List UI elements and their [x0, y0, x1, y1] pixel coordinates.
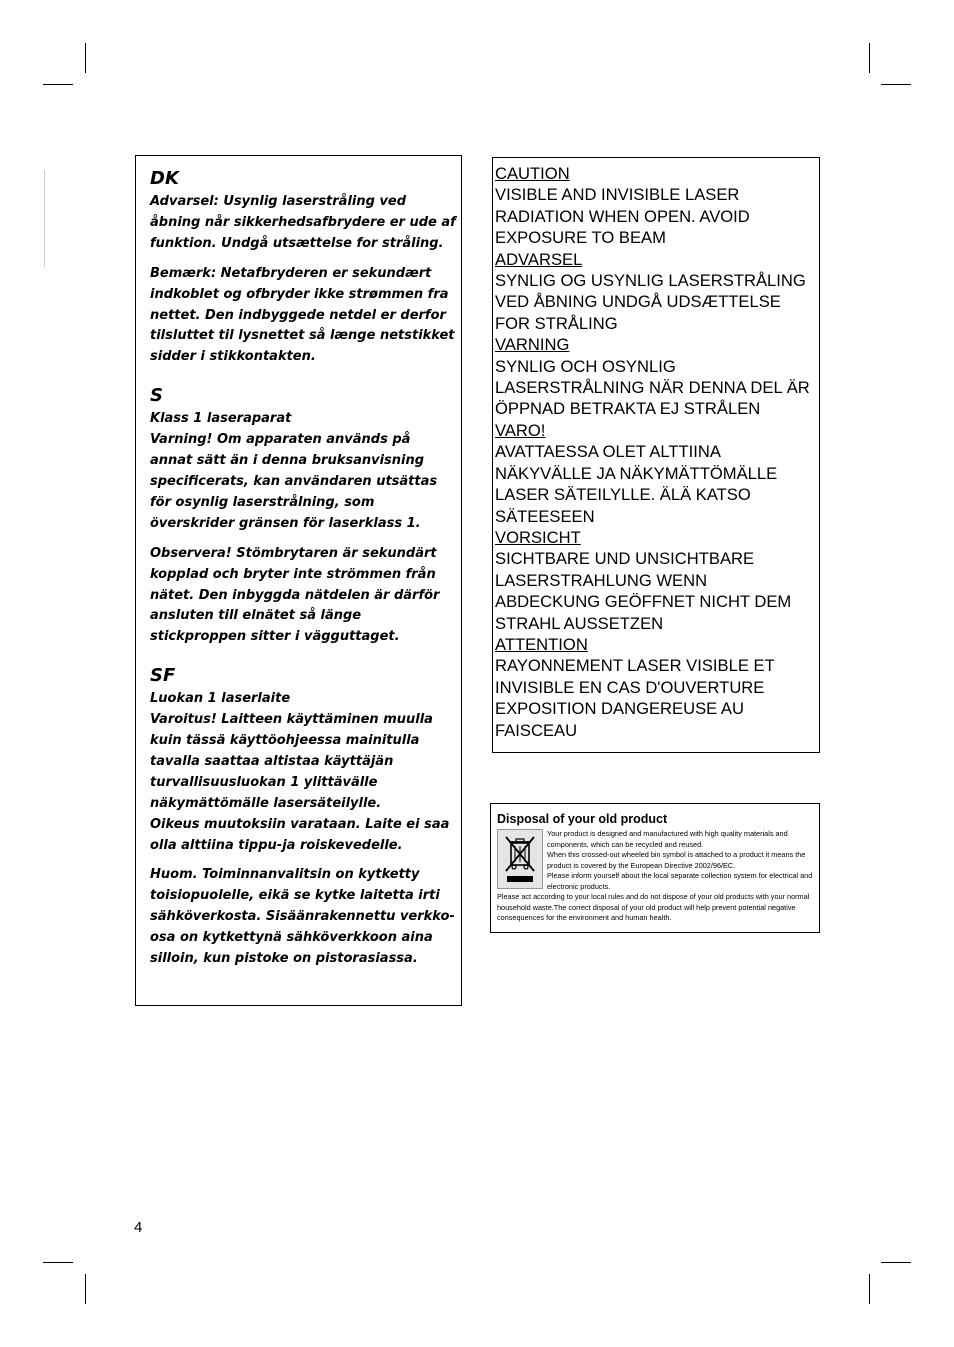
crop-mark	[881, 84, 911, 85]
crop-mark	[43, 84, 73, 85]
caution-heading: CAUTION	[495, 164, 570, 183]
dk-warning: Advarsel: Usynlig laserstråling ved åbning når sikkerhedsafbrydere er ude af funktion. Undgå utsættelse for stråling.	[150, 194, 456, 251]
attention-line: EXPOSITION DANGEREUSE AU	[495, 699, 744, 719]
varo-line: LASER SÄTEILYLLE. ÄLÄ KATSO	[495, 485, 751, 505]
dk-note: Bemærk: Netafbryderen er sekundært indkoblet og ofbryder ikke strømmen fra nettet. Den indbyggede netdel er derfor tilsluttet til lysnettet så længe netstikket sidder i stikkontakten.	[150, 265, 455, 365]
varo-heading: VARO!	[495, 420, 546, 440]
heading-s: S	[150, 385, 163, 407]
crop-mark	[85, 43, 86, 73]
disposal-title: Disposal of your old product	[497, 812, 668, 826]
sf-rights: Oikeus muutoksiin varataan. Laite ei saa olla alttiina tippu-ja roiskevedelle.	[150, 816, 450, 853]
attention-heading: ATTENTION	[495, 634, 588, 654]
vorsicht-line: LASERSTRAHLUNG WENN	[495, 570, 708, 590]
s-warning: Varning! Om apparaten används på annat sätt än i denna bruksanvisning specificerats, kan användaren utsättas för osynlig laserstrålning, som överskrider gränsen för laserklass 1.	[150, 432, 438, 531]
crop-mark	[881, 1262, 911, 1263]
vorsicht-heading: VORSICHT	[495, 527, 581, 547]
caution-line: EXPOSURE TO BEAM	[495, 228, 666, 248]
advarsel-line: FOR STRÅLING	[495, 313, 618, 333]
vorsicht-line: SICHTBARE UND UNSICHTBARE	[495, 549, 755, 569]
crop-mark	[869, 43, 870, 73]
sf-laser-class: Luokan 1 laserlaite	[150, 691, 291, 707]
attention-line: INVISIBLE EN CAS D'OUVERTURE	[495, 677, 765, 697]
vorsicht-line: STRAHL AUSSETZEN	[495, 613, 664, 633]
varning-line: SYNLIG OCH OSYNLIG	[495, 356, 676, 376]
crop-mark	[85, 1274, 86, 1304]
varning-line: ÖPPNAD BETRAKTA EJ STRÅLEN	[495, 399, 761, 419]
scandinavian-warnings-box	[135, 155, 462, 1006]
varo-line: AVATTAESSA OLET ALTTIINA	[495, 442, 721, 462]
disposal-text-2: When this crossed-out wheeled bin symbol is attached to a product it means the product is covered by the European Directive 2002/96/EC.	[547, 850, 806, 870]
crossed-out-wheelie-bin-icon	[497, 829, 543, 889]
varning-line: LASERSTRÅLNING NÄR DENNA DEL ÄR	[495, 378, 810, 398]
disposal-text-1: Your product is designed and manufactured with high quality materials and components, which can be recycled and reused.	[547, 829, 788, 849]
page-number: 4	[134, 1219, 143, 1236]
crop-mark	[869, 1274, 870, 1304]
attention-line: FAISCEAU	[495, 720, 578, 740]
varo-line: NÄKYVÄLLE JA NÄKYMÄTTÖMÄLLE	[495, 463, 778, 483]
s-note: Observera! Stömbrytaren är sekundärt kopplad och bryter inte strömmen från nätet. Den inbyggda nätdelen är därför ansluten till elnätet så länge stickproppen sitter i vägguttaget.	[150, 545, 440, 645]
advarsel-line: SYNLIG OG USYNLIG LASERSTRÅLING	[495, 271, 806, 291]
disposal-text-3: Please inform yourself about the local separate collection system for electrical and electronic products.	[547, 871, 813, 891]
vorsicht-line: ABDECKUNG GEÖFFNET NICHT DEM	[495, 592, 792, 612]
heading-dk: DK	[150, 168, 179, 189]
varning-heading: VARNING	[495, 335, 570, 355]
heading-sf: SF	[150, 665, 176, 687]
sf-note: Huom. Toiminnanvalitsin on kytketty toisiopuolelle, eikä se kytke laitetta irti sähköverkosta. Sisäänrakennettu verkko-osa on kytkettynä sähköverkkoon aina silloin, kun pistoke on pistorasiassa.	[150, 867, 455, 967]
disposal-text-4: Please act according to your local rules and do not dispose of your old products with your normal household waste.The correct disposal of your old product will help prevent potential negative consequences for the environment and human health.	[497, 892, 810, 922]
sf-warning: Varoitus! Laitteen käyttäminen muulla kuin tässä käyttöohjeessa mainitulla tavalla saattaa altistaa käyttäjän turvallisuusluokan 1 ylittävälle näkymättömälle lasersäteilylle.	[150, 712, 433, 811]
margin-line	[44, 170, 45, 268]
disposal-box	[490, 803, 820, 933]
laser-caution-box	[492, 157, 820, 753]
s-laser-class: Klass 1 laseraparat	[150, 411, 292, 427]
caution-line: VISIBLE AND INVISIBLE LASER	[495, 185, 740, 205]
caution-line: RADIATION WHEN OPEN. AVOID	[495, 206, 750, 226]
attention-line: RAYONNEMENT LASER VISIBLE ET	[495, 656, 775, 676]
varo-line: SÄTEESEEN	[495, 506, 595, 526]
crop-mark	[43, 1262, 73, 1263]
advarsel-line: VED ÅBNING UNDGÅ UDSÆTTELSE	[495, 292, 781, 312]
advarsel-heading: ADVARSEL	[495, 249, 583, 269]
